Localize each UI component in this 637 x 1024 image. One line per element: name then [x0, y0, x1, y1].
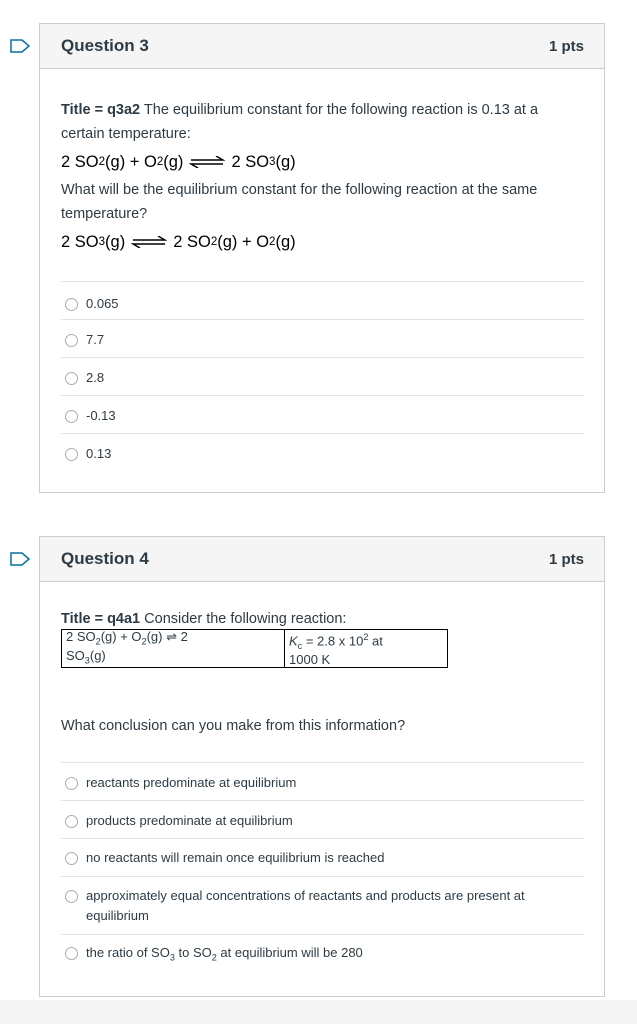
answer-option[interactable]	[61, 281, 584, 319]
radio-button[interactable]	[65, 890, 78, 903]
kc-value: = 2.8 x 10	[305, 633, 364, 649]
answer-label: reactants predominate at equilibrium	[86, 775, 297, 791]
kc-temperature: 1000 K	[289, 651, 331, 667]
question-4-card	[39, 536, 605, 997]
flag-question-icon[interactable]	[10, 39, 30, 53]
question-header	[40, 24, 604, 69]
question-points: 1 pts	[548, 550, 584, 568]
question-intro: Consider the following reaction:	[144, 611, 347, 627]
flag-question-icon[interactable]	[10, 552, 30, 566]
answer-label: no reactants will remain once equilibrium is reached	[86, 850, 385, 866]
question-text	[61, 98, 584, 146]
radio-button[interactable]	[65, 947, 78, 960]
radio-button[interactable]	[65, 777, 78, 790]
question-prompt: What conclusion can you make from this information?	[61, 718, 406, 735]
answer-option[interactable]	[61, 762, 584, 800]
answer-label: 2.8	[86, 370, 105, 385]
reaction-cell: 2 $SO_2(g) + O_2(g)$ ⇌ 2 $SO_3(g)$	[62, 630, 285, 668]
question-body	[40, 611, 604, 974]
answer-option[interactable]	[61, 838, 584, 876]
answer-label: -0.13	[86, 408, 116, 423]
kc-at: at	[368, 633, 383, 649]
reverse-reaction-equation: 2 SO 3 (g) 2 SO 2 (g) + O 2 (g)	[61, 232, 296, 251]
question-3-card	[39, 23, 605, 493]
answer-option[interactable]	[61, 319, 584, 357]
answer-option[interactable]	[61, 357, 584, 395]
question-body	[40, 98, 604, 471]
question-header	[40, 537, 604, 582]
question-title-label: Title = q3a2	[61, 102, 141, 118]
answer-list	[61, 762, 584, 974]
answer-label: 7.7	[86, 332, 105, 347]
radio-button[interactable]	[65, 815, 78, 828]
answer-option[interactable]	[61, 395, 584, 433]
question-points: 1 pts	[548, 37, 584, 55]
answer-list	[61, 281, 584, 471]
answer-option[interactable]	[61, 433, 584, 471]
answer-label: 0.13	[86, 446, 112, 461]
answer-option[interactable]	[61, 800, 584, 838]
bottom-bar	[0, 1000, 637, 1024]
question-intro: The equilibrium constant for the following reaction is 0.13 at a certain temperature:	[61, 102, 539, 142]
reaction-equation: 2 SO 2 (g) + O 2 (g) 2 SO 3 (g)	[61, 152, 296, 171]
reaction-table	[61, 629, 448, 668]
question-title: Question 3	[61, 36, 149, 55]
answer-label: the ratio of $SO_3$ to $SO_2$ at equilibrium will be 280	[86, 945, 363, 963]
answer-label: 0.065	[86, 296, 119, 311]
radio-button[interactable]	[65, 852, 78, 865]
answer-option[interactable]	[61, 934, 584, 974]
radio-button[interactable]	[65, 334, 78, 347]
radio-button[interactable]	[65, 298, 78, 311]
kc-exponent: 2	[363, 632, 369, 642]
answer-label: products predominate at equilibrium	[86, 813, 293, 829]
answer-option[interactable]	[61, 876, 584, 934]
radio-button[interactable]	[65, 372, 78, 385]
radio-button[interactable]	[65, 410, 78, 423]
question-text	[61, 611, 584, 627]
question-prompt: What will be the equilibrium constant for the following reaction at the same temperature?	[61, 182, 538, 222]
question-title-label: Title = q4a1	[61, 611, 141, 627]
question-title: Question 4	[61, 549, 149, 568]
radio-button[interactable]	[65, 448, 78, 461]
kc-cell: $K_c = 2.8$ x $10^2$ at 1000 K	[285, 630, 448, 668]
answer-label: approximately equal concentrations of reactants and products are present at equilibrium	[86, 888, 525, 924]
